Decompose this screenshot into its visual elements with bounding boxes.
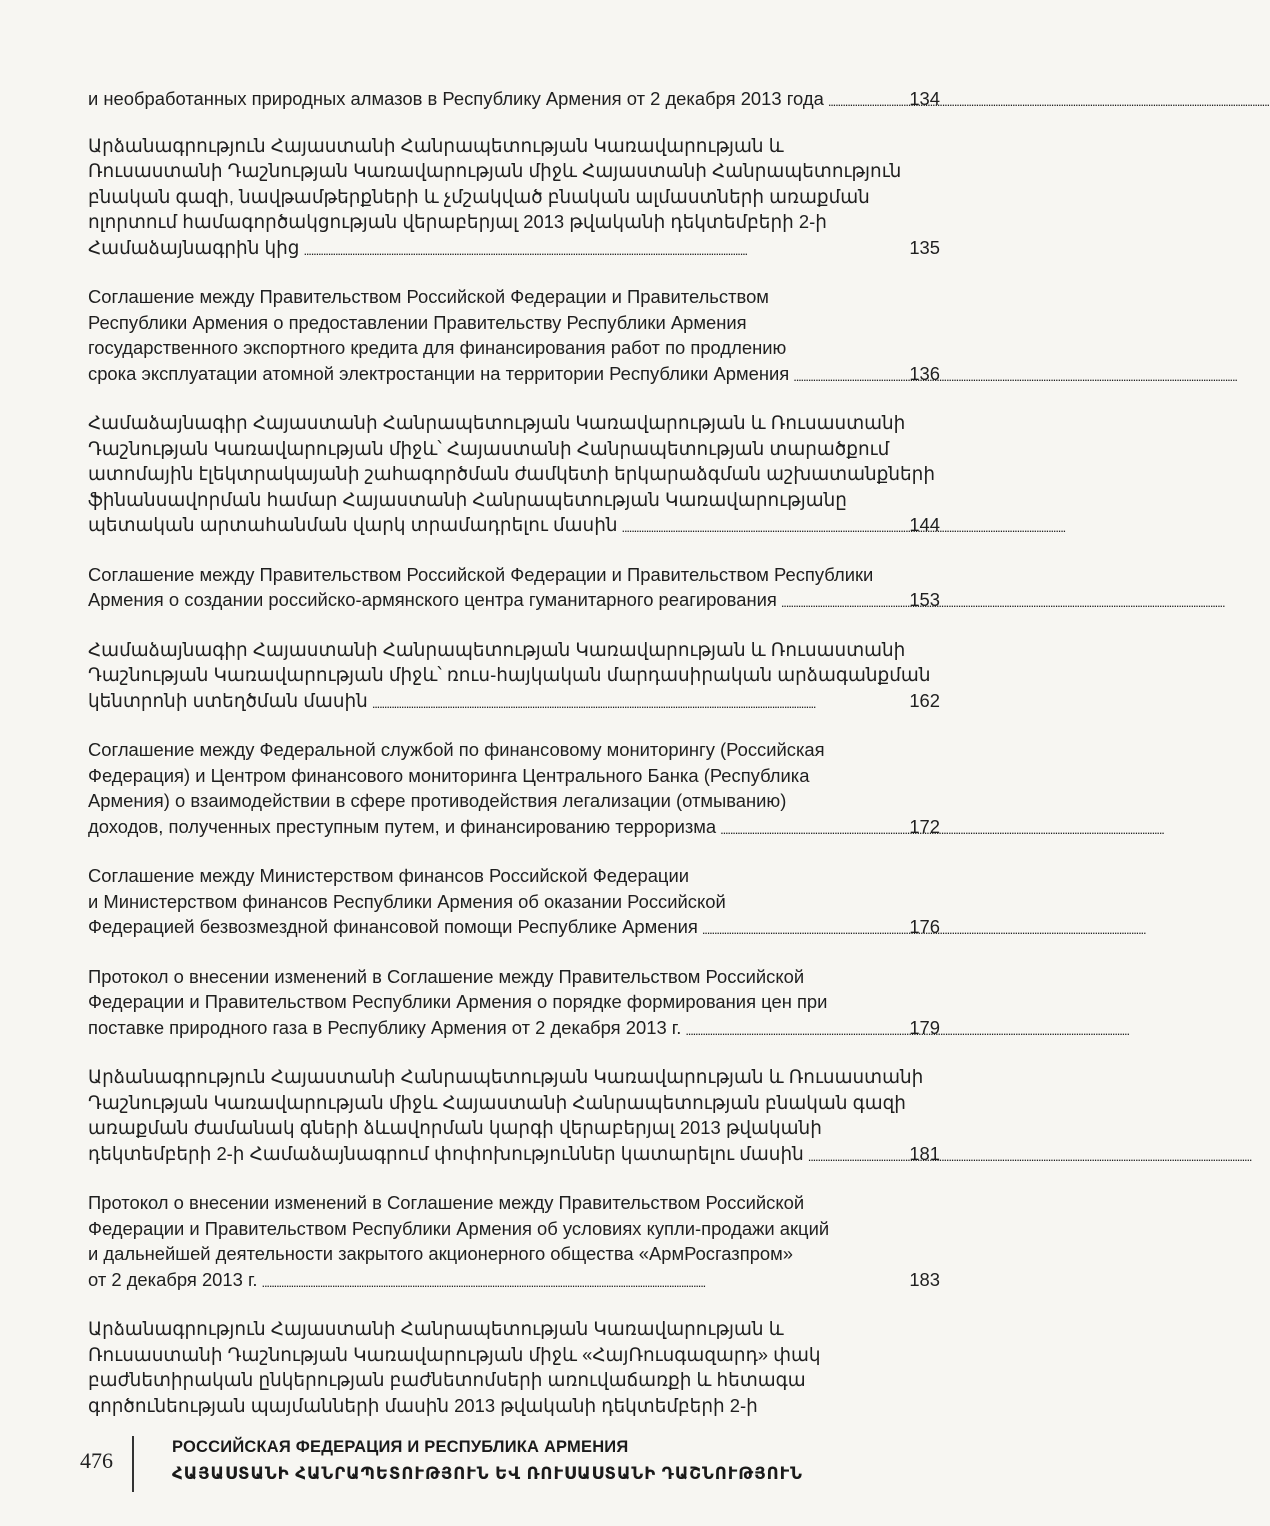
toc-entry-last-line [88,512,940,540]
toc-entry-line: Федерации и Правительством Республики Армения о порядке формирования цен при [88,991,828,1012]
toc-page-number: 136 [909,362,940,384]
toc-entry-line: բաժնետիրական ընկերության բաժնետոմսերի առուվաճառքի և հետագա [88,1369,806,1390]
dot-leader [828,87,907,115]
running-title-armenian: ՀԱՅԱՍՏԱՆԻ ՀԱՆՐԱՊԵՏՈՒԹՅՈՒՆ ԵՎ ՌՈՒՍԱՍՏԱՆԻ ԴԱՇՆՈՒԹՅՈՒՆ [172,1465,803,1483]
toc-page-number: 181 [909,1142,940,1164]
dot-leader [720,815,906,843]
toc-entry-line: առաքման ժամանակ գների ձևավորման կարգի վերաբերյալ 2013 թվականի [88,1117,822,1138]
toc-entry-line: государственного экспортного кредита для финансирования работ по продлению [88,337,787,358]
toc-entry-last-line [88,361,940,389]
toc-entry [88,637,940,716]
toc-entry-text: Համաձայնագրին կից [88,236,300,258]
toc-entry-text: Армения о создании российско-армянского центра гуманитарного реагирования [88,589,777,610]
toc-entry-line: Соглашение между Правительством Российской Федерации и Правительством Республики [88,563,874,585]
toc-entry [88,1316,940,1418]
toc-entry-text: կենտրոնի ստեղծման մասին [88,689,368,711]
toc-entry-line: Համաձայնագիր Հայաստանի Հանրապետության Կառավարության և Ռուսաստանի [88,638,906,660]
dot-leader [685,1016,906,1044]
toc-entry-line: Протокол о внесении изменений в Соглашение между Правительством Российской [88,965,805,987]
toc-entry-text: պետական արտահանման վարկ տրամադրելու մասին [88,514,618,535]
toc-entry [88,284,940,388]
toc-entry-last-line [88,235,940,263]
toc-entry [88,86,940,114]
toc-entry-line: Արձանագրություն Հայաստանի Հանրապետության Կառավարության և Ռուսաստանի [88,1066,924,1087]
toc-page-number: 162 [909,689,940,711]
toc-entry-line: ատոմային էլեկտրակայանի շահագործման ժամկետի երկարաձգման աշխատանքների [88,463,935,484]
dot-leader [808,1142,907,1170]
toc-entry-line: գործունեության պայմանների մասին 2013 թվականի դեկտեմբերի 2-ի [88,1394,758,1416]
toc-entry-line: Ռուսաստանի Դաշնության Կառավարության միջև «ՀայՌուսգազարդ» փակ [88,1343,821,1365]
toc-entry [88,863,940,942]
toc-entry [88,1064,940,1168]
page-footer [80,1430,940,1500]
toc-entry-line: Ռուսաստանի Դաշնության Կառավարության միջև Հայաստանի Հանրապետություն [88,160,902,181]
toc-entry-text: поставке природного газа в Республику Армения от 2 декабря 2013 г. [88,1016,682,1038]
toc-entry-line: ֆինանսավորման համար Հայաստանի Հանրապետության Կառավարությանը [88,488,847,510]
footer-divider [132,1436,134,1492]
toc-page-number: 134 [909,88,940,109]
toc-entry-line: բնական գազի, նավթամթերքների և չմշակված բնական ալմաստների առաքման [88,185,870,207]
toc-page-number: 183 [909,1268,940,1290]
toc-entry-line: Դաշնության Կառավարության միջև՝ ռուս-հայկական մարդասիրական արձագանքման [88,664,931,685]
toc-page-number: 144 [909,514,940,535]
toc-entry-line: Արձանագրություն Հայաստանի Հանրապետության Կառավարության և [88,134,784,156]
toc-entry-text: դեկտեմբերի 2-ի Համաձայնագրում փոփոխություններ կատարելու մասին [88,1142,804,1164]
toc-page-number: 172 [909,815,940,837]
dot-leader [622,513,907,541]
toc-entry-text: срока эксплуатации атомной электростанции на территории Республики Армения [88,362,790,384]
toc-entry-last-line [88,1267,940,1295]
dot-leader [781,588,906,616]
toc-page-number: 179 [909,1016,940,1038]
toc-entry-last-line [88,688,940,716]
toc-entry-line: Соглашение между Федеральной службой по финансовому мониторингу (Российская [88,739,825,760]
toc-page-number: 153 [909,589,940,610]
table-of-contents [88,86,940,1440]
toc-entry-line: Դաշնության Կառավարության միջև Հայաստանի Հանրապետության բնական գազի [88,1091,906,1113]
toc-entry [88,133,940,263]
toc-entry-line: Армения) о взаимодействии в сфере противодействия легализации (отмыванию) [88,790,787,811]
toc-entry [88,964,940,1043]
toc-entry-line: Протокол о внесении изменений в Соглашение между Правительством Российской [88,1192,805,1213]
toc-entry-line: Республики Армения о предоставлении Правительству Республики Армения [88,311,747,333]
toc-entry-line: Համաձայնագիր Հայաստանի Հանրապետության Կառավարության և Ռուսաստանի [88,412,906,433]
toc-page-number: 176 [909,916,940,937]
dot-leader [793,362,906,390]
toc-entry-line: и Министерством финансов Республики Армения об оказании Российской [88,890,726,912]
dot-leader [262,1268,907,1296]
page-number: 476 [80,1448,113,1473]
toc-entry-last-line [88,914,940,942]
toc-entry-last-line [88,1141,940,1169]
toc-page-number: 135 [909,236,940,258]
dot-leader [702,915,906,943]
toc-entry [88,737,940,841]
dot-leader [372,689,907,717]
toc-entry-line: Федерация) и Центром финансового мониторинга Центрального Банка (Республика [88,764,810,786]
running-title-russian: РОССИЙСКАЯ ФЕДЕРАЦИЯ И РЕСПУБЛИКА АРМЕНИЯ [172,1438,629,1456]
toc-entry-line: Դաշնության Կառավարության միջև՝ Հայաստանի Հանրապետության տարածքում [88,437,890,459]
toc-entry [88,1190,940,1294]
toc-entry [88,562,940,615]
toc-entry-line: Соглашение между Правительством Российской Федерации и Правительством [88,286,769,307]
toc-entry-line: ոլորտում համագործակցության վերաբերյալ 2013 թվականի դեկտեմբերի 2-ի [88,211,827,232]
toc-entry-line: Соглашение между Министерством финансов Российской Федерации [88,865,690,886]
dot-leader [303,236,906,264]
toc-entry-text: и необработанных природных алмазов в Республику Армения от 2 декабря 2013 года [88,88,824,109]
toc-entry-line: и дальнейшей деятельности закрытого акционерного общества «АрмРосгазпром» [88,1243,794,1264]
toc-entry-text: доходов, полученных преступным путем, и финансированию терроризма [88,815,717,837]
toc-entry-last-line [88,587,940,615]
toc-entry [88,410,940,540]
toc-entry-line: Федерации и Правительством Республики Армения об условиях купли-продажи акций [88,1217,830,1239]
toc-entry-text: Федерацией безвозмездной финансовой помощи Республике Армения [88,916,698,937]
toc-entry-line: Արձանագրություն Հայաստանի Հանրապետության Կառավարության և [88,1318,784,1339]
toc-entry-last-line [88,1015,940,1043]
toc-entry-last-line [88,814,940,842]
toc-entry-last-line [88,86,940,114]
toc-entry-text: от 2 декабря 2013 г. [88,1268,258,1290]
